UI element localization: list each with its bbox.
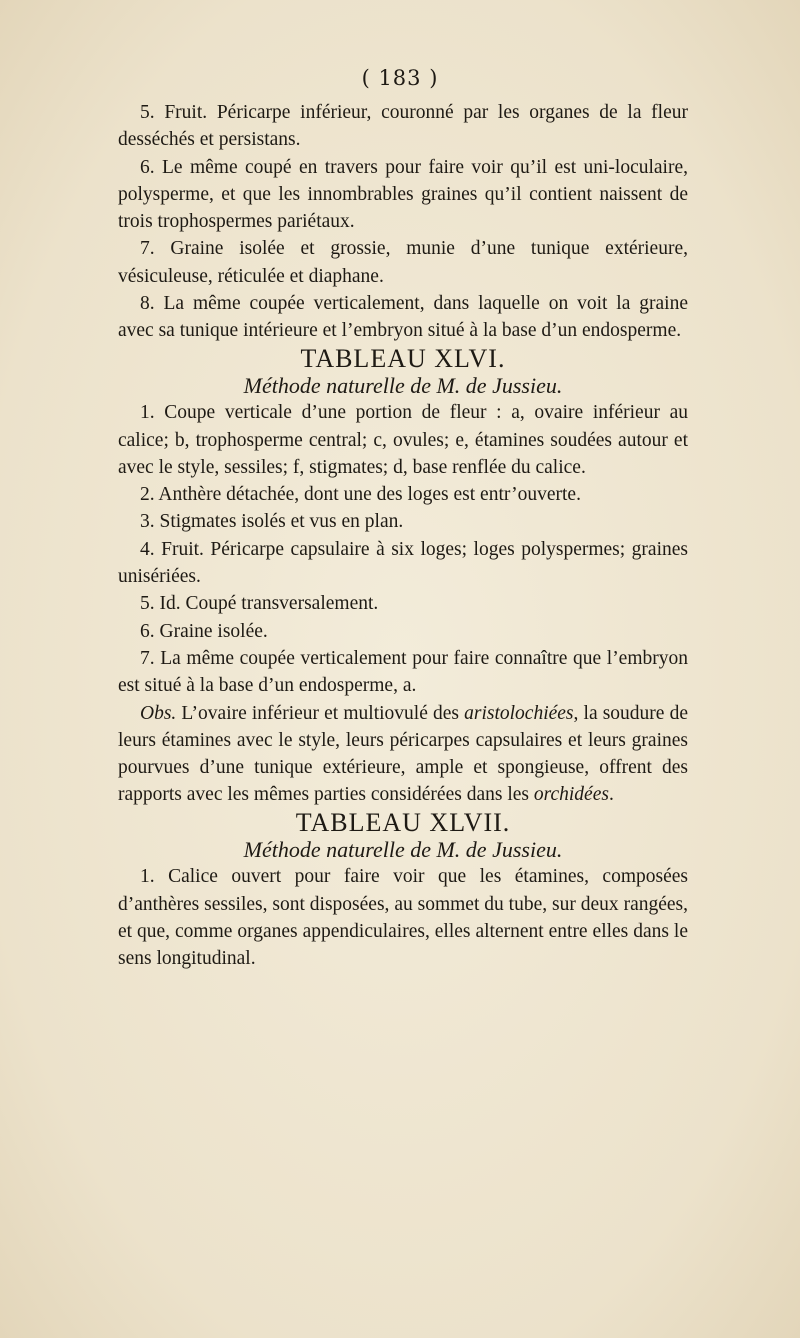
obs-term: orchidées — [533, 784, 609, 806]
list-item: 2. Anthère détachée, dont une des loges est entr’ouverte. — [140, 484, 581, 506]
obs-term: aristolochiées — [464, 702, 574, 724]
section-subheading: Méthode naturelle de M. de Jussieu. — [243, 372, 563, 398]
list-item: 7. La même coupée verticalement pour faire connaître que l’embryon est situé à la base d’un endosperme, a. — [118, 647, 688, 697]
list-item: 6. Graine isolée. — [140, 620, 268, 642]
obs-text: , la soudure de leurs étamines avec le style, leurs péricarpes capsulaires et leurs graines pourvues d’une tunique extérieure, ample et spongieuse, offrent des rapports avec les mêmes parties considérées dans les — [118, 702, 688, 806]
page-body — [118, 99, 688, 973]
list-item: 5. Fruit. Péricarpe inférieur, couronné par les organes de la fleur desséchés et persistans. — [118, 102, 688, 151]
section-heading: TABLEAU XLVII. — [295, 807, 511, 837]
list-item: 1. Coupe verticale d’une portion de fleur : a, ovaire inférieur au calice; b, trophosperme central; c, ovules; e, étamines soudées autour et avec le style, sessiles; f, stigmates; d, base renflée du calice. — [118, 402, 688, 478]
obs-text: . — [608, 784, 614, 806]
list-item: 8. La même coupée verticalement, dans laquelle on voit la graine avec sa tunique intérieure et l’embryon situé à la base d’un endosperme. — [118, 293, 688, 342]
list-item: 1. Calice ouvert pour faire voir que les étamines, composées d’anthères sessiles, sont disposées, au sommet du tube, sur deux rangées, et que, comme organes appendiculaires, elles alternent entre elles dans le sens longitudinal. — [118, 866, 688, 970]
obs-label: Obs. — [140, 702, 177, 724]
list-item: 7. Graine isolée et grossie, munie d’une tunique extérieure, vésiculeuse, réticulée et diaphane. — [118, 238, 688, 287]
list-item: 3. Stigmates isolés et vus en plan. — [140, 511, 404, 533]
obs-text: L’ovaire inférieur et multiovulé des — [176, 702, 465, 724]
list-item: 4. Fruit. Péricarpe capsulaire à six loges; loges polyspermes; graines unisériées. — [118, 538, 688, 588]
section-heading: TABLEAU XLVI. — [300, 343, 506, 373]
list-item: 6. Le même coupé en travers pour faire voir qu’il est uni-loculaire, polysperme, et que les innombrables graines qu’il contient naissent de trois trophospermes pariétaux. — [118, 156, 688, 233]
section-subheading: Méthode naturelle de M. de Jussieu. — [243, 837, 563, 863]
page-number: ( 183 ) — [361, 66, 439, 90]
observation-note — [118, 700, 688, 809]
list-item: 5. Id. Coupé transversalement. — [140, 593, 379, 615]
